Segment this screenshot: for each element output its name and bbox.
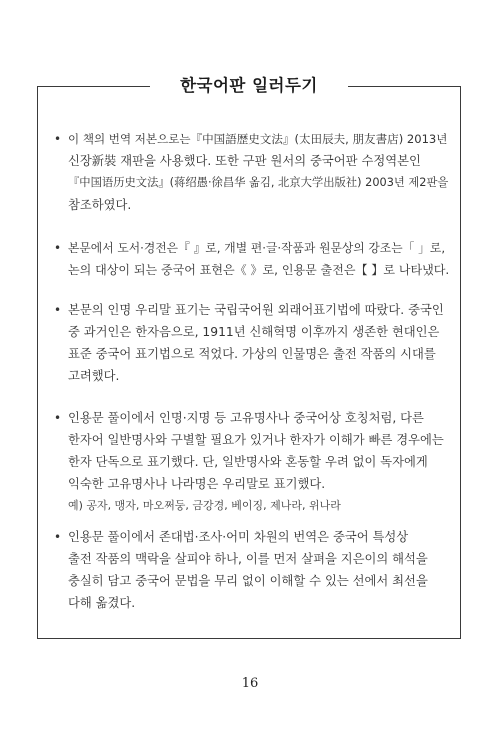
note-line: 출전 작품의 맥락을 살피야 하나, 이를 먼저 살펴을 지은이의 해석을: [68, 552, 428, 566]
note-line: 한자 단독으로 표기했다. 단, 일반명사와 혼동할 우려 없이 독자에게: [68, 455, 428, 469]
note-line: 중 과거인은 한자음으로, 1911년 신해혁명 이후까지 생존한 현대인은: [68, 325, 440, 339]
note-line: 신장新裝 재판을 사용했다. 또한 구판 원서의 중국어판 수정역본인: [68, 154, 421, 168]
bullet-icon: •: [54, 411, 62, 425]
note-line: 익숙한 고유명사나 나라명은 우리말로 표기했다.: [68, 477, 326, 491]
note-line: 고려했다.: [68, 369, 120, 383]
note-line: 인용문 풀이에서 인명·지명 등 고유명사나 중국어상 호칭처럼, 다른: [68, 411, 424, 425]
note-line: 인용문 풀이에서 존대법·조사·어미 차원의 번역은 중국어 특성상: [68, 530, 409, 544]
note-line: 다해 옮겼다.: [68, 596, 136, 610]
note-line: 한자어 일반명사와 구별할 필요가 있거나 한자가 이해가 빠른 경우에는: [68, 433, 444, 447]
note-item-3: [54, 299, 448, 387]
note-line: 표준 중국어 표기법으로 적었다. 가상의 인물명은 출전 작품의 시대를: [68, 347, 436, 361]
note-item-2: [54, 237, 450, 281]
page-number: 16: [241, 676, 259, 691]
note-line: 본문에서 도서·경전은『 』로, 개별 편·글·작품과 원문상의 강조는「 」로,: [68, 241, 446, 255]
note-item-4: [54, 407, 448, 517]
bullet-icon: •: [54, 530, 62, 544]
section-title: 한국어판 일러두기: [150, 72, 348, 100]
note-line: 충실히 담고 중국어 문법을 무리 없이 이해할 수 있는 선에서 최선을: [68, 574, 428, 588]
note-item-1: [54, 128, 449, 216]
bullet-icon: •: [54, 132, 62, 146]
note-line: 참조하였다.: [68, 198, 132, 212]
note-line: 논의 대상이 되는 중국어 표현은《 》로, 인용문 출전은【 】로 나타냈다.: [68, 263, 450, 277]
bullet-icon: •: [54, 303, 62, 317]
note-line: 본문의 인명 우리말 표기는 국립국어원 외래어표기법에 따랐다. 중국인: [68, 303, 444, 317]
example-line: 예) 공자, 맹자, 마오쩌둥, 금강경, 베이징, 제나라, 위나라: [68, 499, 341, 512]
bullet-icon: •: [54, 241, 62, 255]
note-line: 이 책의 번역 저본으로는『中国語歴史文法』(太田辰夫, 朋友書店) 2013년: [68, 132, 448, 146]
note-line: 『中国语历史文法』(蒋绍愚·徐昌华 옮김, 北京大学出版社) 2003년 제2판을: [68, 176, 449, 189]
note-item-5: [54, 526, 448, 614]
